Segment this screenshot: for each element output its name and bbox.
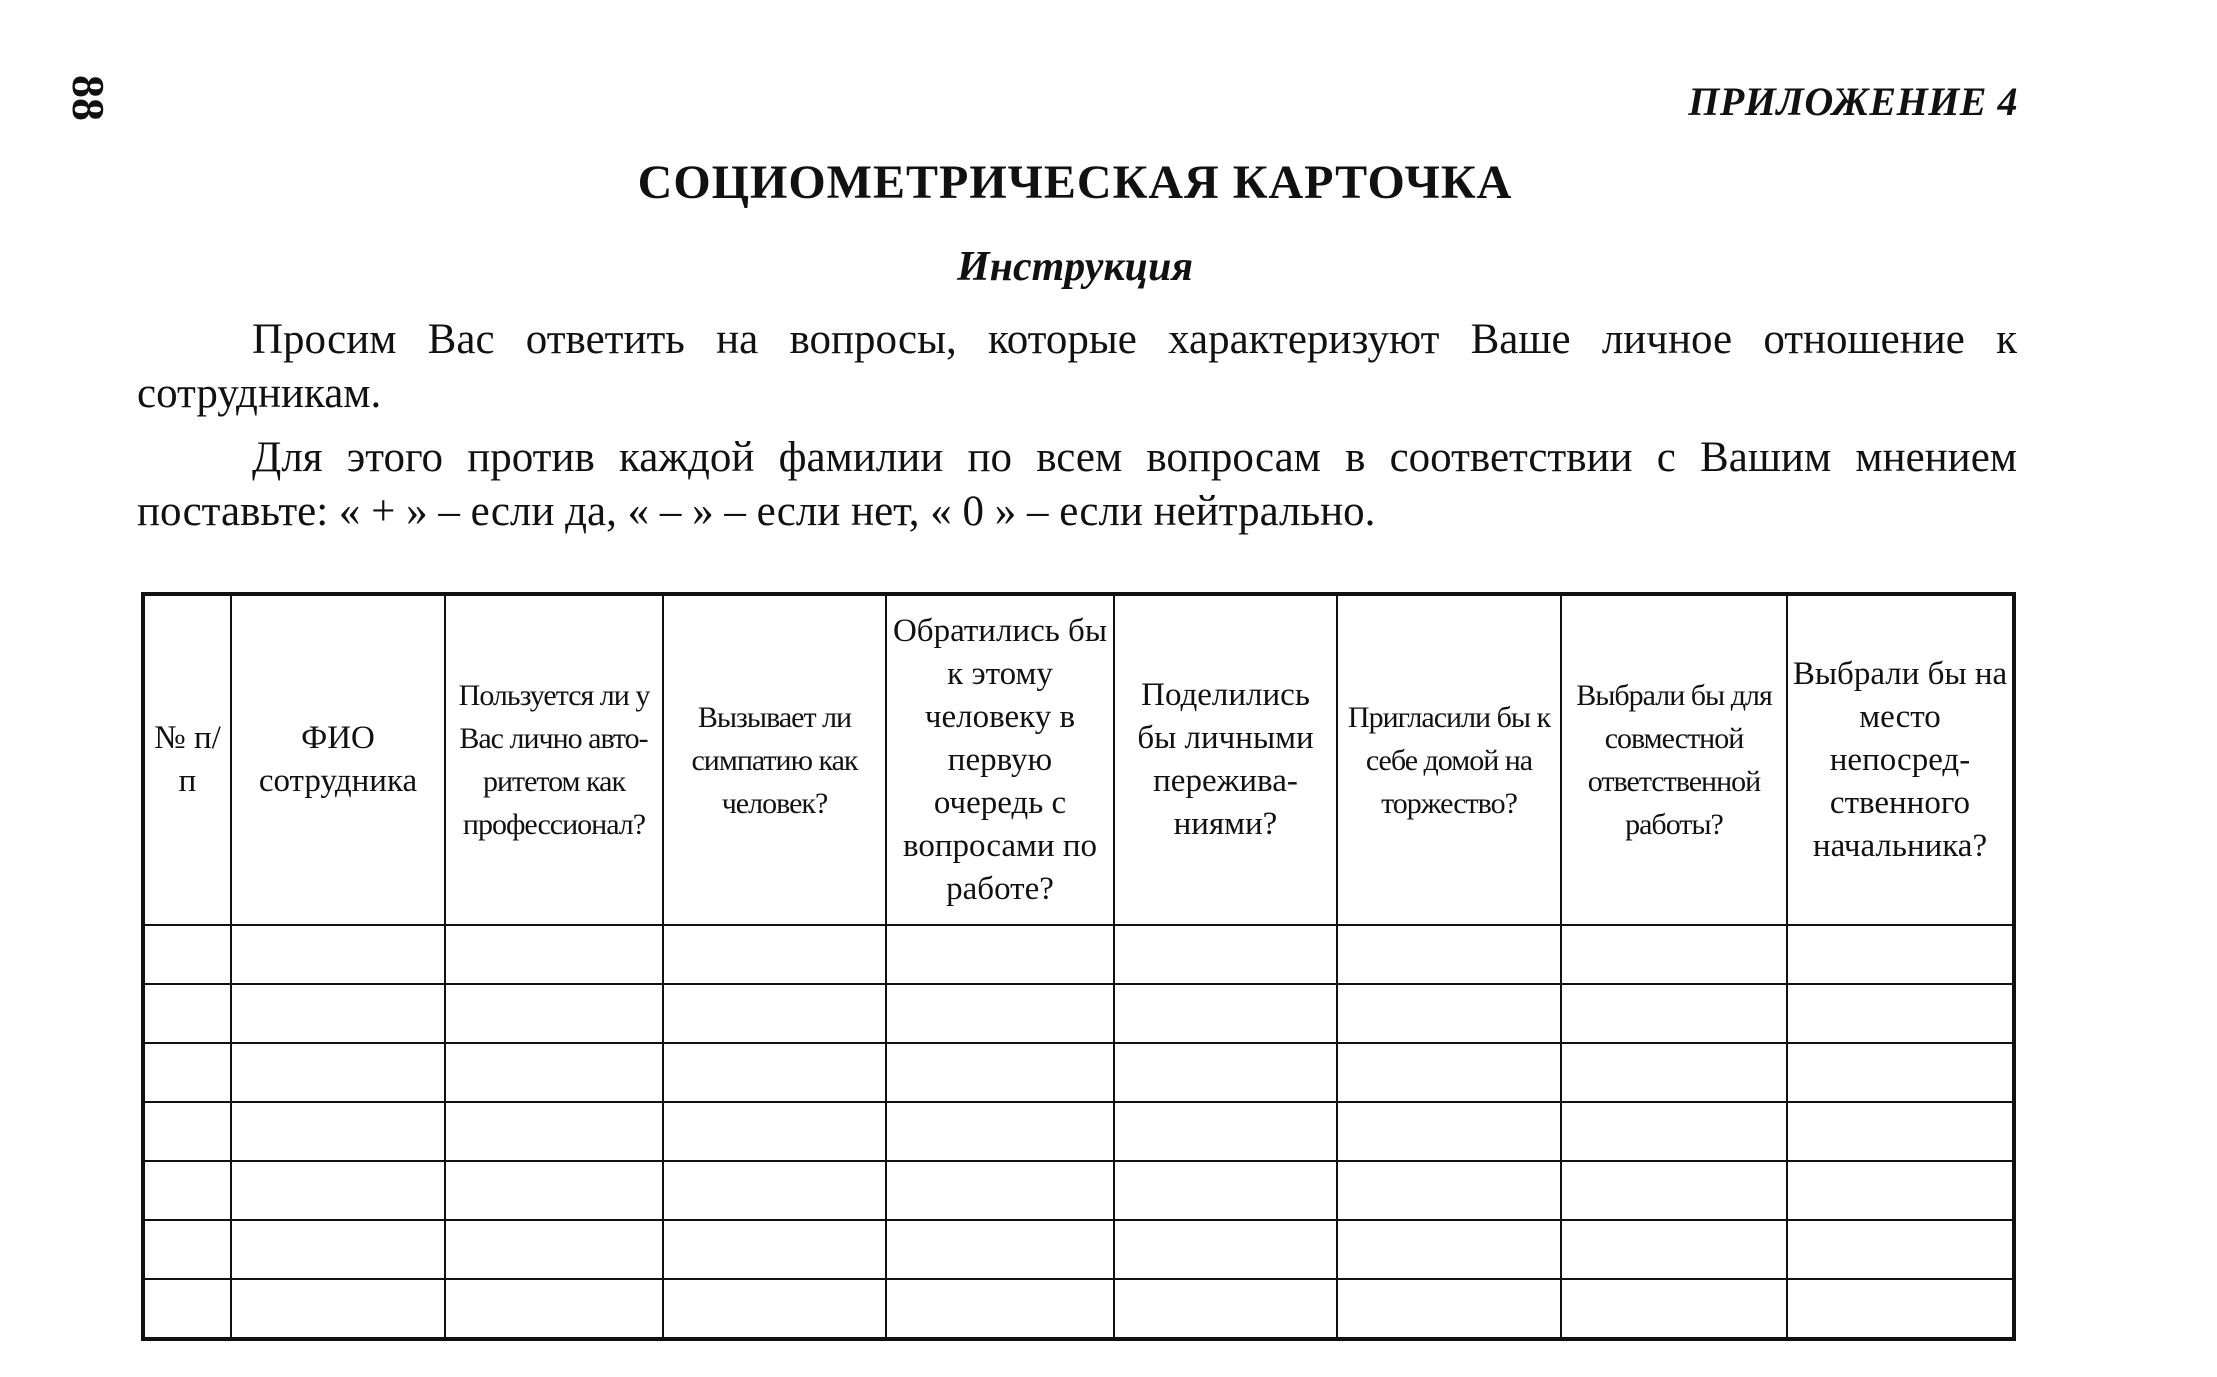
table-cell <box>445 1043 663 1102</box>
table-cell <box>886 1043 1114 1102</box>
table-cell <box>1787 1220 2014 1279</box>
table-cell <box>886 984 1114 1043</box>
column-header-sympathy: Вызывает ли симпатию как человек? <box>663 594 886 925</box>
instruction-paragraph-2: Для этого против каждой фамилии по всем вопросам в соответствии с Вашим мнением поставьте: « + » – если да, « – » – если нет, « 0 » – если нейтрально. <box>137 434 2017 535</box>
table-cell <box>1561 984 1787 1043</box>
table-cell <box>231 1043 445 1102</box>
table-cell <box>1337 1043 1561 1102</box>
table-cell <box>1787 1279 2014 1339</box>
column-header-joint-work: Выбрали бы для совместной ответственной работы? <box>1561 594 1787 925</box>
table-cell <box>663 1043 886 1102</box>
table-cell <box>663 1279 886 1339</box>
column-header-manager: Выбрали бы на место непосредственного начальника? <box>1787 594 2014 925</box>
table-cell <box>143 1043 231 1102</box>
table-cell <box>143 1279 231 1339</box>
column-header-invite-home: Пригласили бы к себе домой на торжество? <box>1337 594 1561 925</box>
table-cell <box>1114 984 1337 1043</box>
table-cell <box>1337 1161 1561 1220</box>
table-cell <box>1114 1043 1337 1102</box>
table-cell <box>663 1220 886 1279</box>
table-cell <box>231 1102 445 1161</box>
table-row <box>143 1043 2014 1102</box>
table-cell <box>663 1102 886 1161</box>
table-cell <box>1787 1102 2014 1161</box>
table-row <box>143 984 2014 1043</box>
table-row <box>143 925 2014 984</box>
table-row <box>143 1161 2014 1220</box>
table-cell <box>231 1220 445 1279</box>
table-body <box>143 925 2014 1339</box>
table-cell <box>143 1102 231 1161</box>
table-cell <box>143 1161 231 1220</box>
table-cell <box>1787 1043 2014 1102</box>
table-cell <box>1337 1279 1561 1339</box>
table-cell <box>1114 925 1337 984</box>
table-cell <box>143 925 231 984</box>
table-cell <box>886 1279 1114 1339</box>
table-header-row <box>143 594 2014 925</box>
table-cell <box>1337 925 1561 984</box>
table-cell <box>1561 1102 1787 1161</box>
table-cell <box>1337 984 1561 1043</box>
table-cell <box>1561 1279 1787 1339</box>
table-cell <box>231 984 445 1043</box>
table-cell <box>1337 1220 1561 1279</box>
page-number <box>63 68 114 128</box>
table-cell <box>445 984 663 1043</box>
table-cell <box>445 1161 663 1220</box>
table-row <box>143 1102 2014 1161</box>
table-cell <box>143 1220 231 1279</box>
table-cell <box>1337 1102 1561 1161</box>
column-header-authority: Пользуется ли у Вас лично авторитетом как профессионал? <box>445 594 663 925</box>
table-cell <box>1787 925 2014 984</box>
column-header-work-questions: Обратились бы к этому человеку в первую очередь с вопросами по работе? <box>886 594 1114 925</box>
table-cell <box>663 925 886 984</box>
table-cell <box>886 1220 1114 1279</box>
instruction-paragraph-1: Просим Вас ответить на вопросы, которые характеризуют Ваше личное отношение к сотрудникам. <box>137 316 2017 417</box>
table-cell <box>1114 1279 1337 1339</box>
column-header-number: № п/п <box>143 594 231 925</box>
table-cell <box>445 1220 663 1279</box>
table-cell <box>231 1279 445 1339</box>
table-cell <box>886 925 1114 984</box>
table-cell <box>1114 1220 1337 1279</box>
table-cell <box>445 1102 663 1161</box>
table-cell <box>231 925 445 984</box>
table-cell <box>231 1161 445 1220</box>
table-cell <box>1787 1161 2014 1220</box>
table-cell <box>1114 1102 1337 1161</box>
sociometric-table <box>141 592 2016 1341</box>
table-cell <box>445 1279 663 1339</box>
table-row <box>143 1220 2014 1279</box>
card-title: СОЦИОМЕТРИЧЕСКАЯ КАРТОЧКА <box>637 156 1513 209</box>
table-cell <box>445 925 663 984</box>
table-cell <box>1114 1161 1337 1220</box>
table-cell <box>886 1161 1114 1220</box>
appendix-label: ПРИЛОЖЕНИЕ 4 <box>1688 79 2018 124</box>
column-header-share-feelings: Поделились бы личными переживаниями? <box>1114 594 1337 925</box>
column-header-full-name: ФИО сотрудника <box>231 594 445 925</box>
table-cell <box>143 984 231 1043</box>
table-cell <box>1561 1043 1787 1102</box>
table-cell <box>886 1102 1114 1161</box>
table-cell <box>1561 1220 1787 1279</box>
page-number-text: 88 <box>63 75 114 121</box>
table-cell <box>1561 925 1787 984</box>
instruction-heading: Инструкция <box>956 244 1194 290</box>
table-cell <box>663 984 886 1043</box>
table-row <box>143 1279 2014 1339</box>
table-cell <box>1787 984 2014 1043</box>
table-cell <box>1561 1161 1787 1220</box>
table-cell <box>663 1161 886 1220</box>
